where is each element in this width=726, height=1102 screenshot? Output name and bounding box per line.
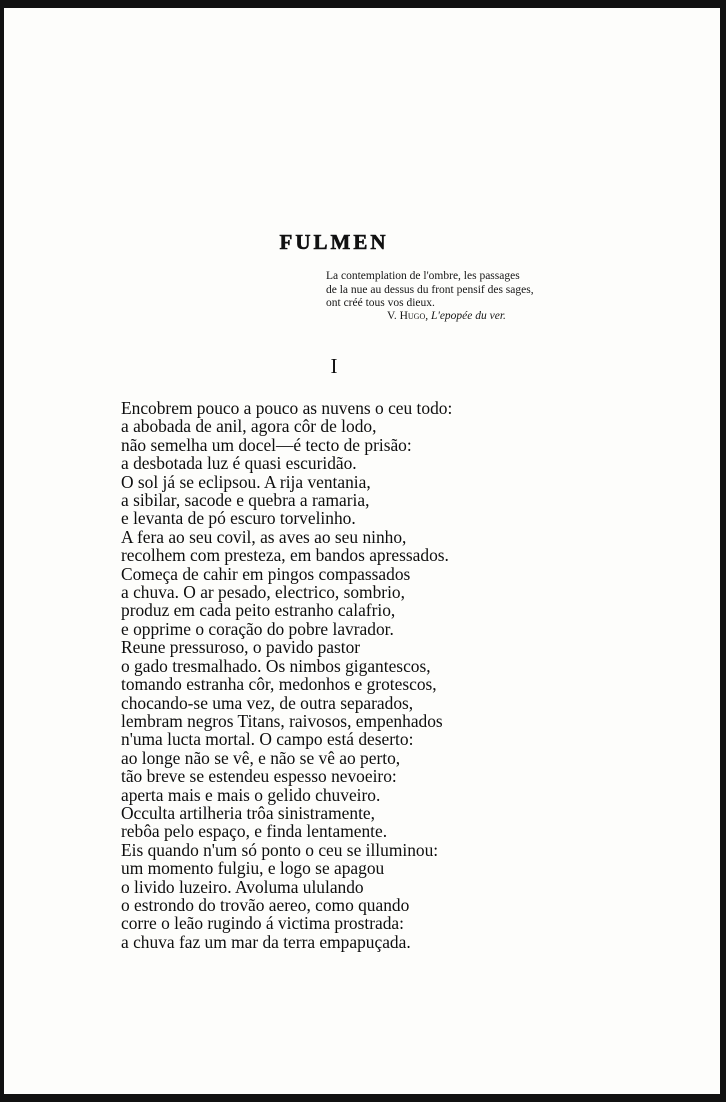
poem-body — [121, 399, 521, 951]
poem-line: e opprime o coração do pobre lavrador. — [121, 618, 394, 639]
poem-line: tão breve se estendeu espesso nevoeiro: — [121, 766, 397, 787]
poem-line: um momento fulgiu, e logo se apagou — [121, 858, 385, 879]
poem-line: O sol já se eclipsou. A rija ventania, — [121, 471, 371, 492]
poem-line: chocando-se uma vez, de outra separados, — [121, 692, 414, 713]
poem-line: A fera ao seu covil, as aves ao seu ninho, — [121, 526, 407, 547]
poem-line: lembram negros Titans, raivosos, empenhados — [121, 710, 443, 731]
book-page — [4, 8, 720, 1094]
section-number: I — [330, 354, 338, 378]
poem-line: a chuva. O ar pesado, electrico, sombrio, — [121, 582, 405, 603]
author-initial: V. — [387, 310, 397, 322]
poem-line: o estrondo do trovão aereo, como quando — [121, 894, 410, 915]
poem-line: a abobada de anil, agora côr de lodo, — [121, 416, 377, 437]
poem-line: corre o leão rugindo á victima prostrada: — [121, 913, 404, 934]
poem-line: Occulta artilheria trôa sinistramente, — [121, 802, 375, 823]
poem-line: não semelha um docel—é tecto de prisão: — [121, 434, 412, 455]
poem-line: a chuva faz um mar da terra empapuçada. — [121, 931, 411, 952]
poem-line: n'uma lucta mortal. O campo está deserto: — [121, 729, 414, 750]
poem-line: Começa de cahir em pingos compassados — [121, 563, 411, 584]
poem-line: Reune pressuroso, o pavido pastor — [121, 637, 361, 658]
epigraph-line: La contemplation de l'ombre, les passages — [326, 270, 520, 282]
poem-line: tomando estranha côr, medonhos e grotescos, — [121, 674, 437, 695]
poem-line: e levanta de pó escuro torvelinho. — [121, 508, 356, 529]
work-title: L'epopée du ver. — [430, 310, 506, 322]
poem-line: Encobrem pouco a pouco as nuvens o ceu todo: — [121, 398, 453, 418]
poem-title: FULMEN — [279, 230, 389, 254]
author-name: Hugo, — [399, 310, 429, 322]
poem-line: recolhem com presteza, em bandos apressados. — [121, 545, 449, 566]
poem-line: a sibilar, sacode e quebra a ramaria, — [121, 490, 370, 511]
poem-line: ao longe não se vê, e não se vê ao perto, — [121, 747, 401, 768]
poem-line: o gado tresmalhado. Os nimbos gigantescos, — [121, 655, 431, 676]
poem-line: aperta mais e mais o gelido chuveiro. — [121, 784, 381, 805]
epigraph — [326, 270, 586, 311]
poem-line: Eis quando n'um só ponto o ceu se illuminou: — [121, 839, 439, 860]
epigraph-line: ont créé tous vos dieux. — [326, 297, 435, 309]
poem-line: produz em cada peito estranho calafrio, — [121, 600, 396, 621]
poem-line: rebôa pelo espaço, e finda lentamente. — [121, 821, 388, 842]
epigraph-line: de la nue au dessus du front pensif des sages, — [326, 283, 534, 296]
poem-line: a desbotada luz é quasi escuridão. — [121, 453, 357, 474]
epigraph-attribution — [387, 310, 506, 322]
poem-line: o livido luzeiro. Avoluma ululando — [121, 876, 364, 897]
